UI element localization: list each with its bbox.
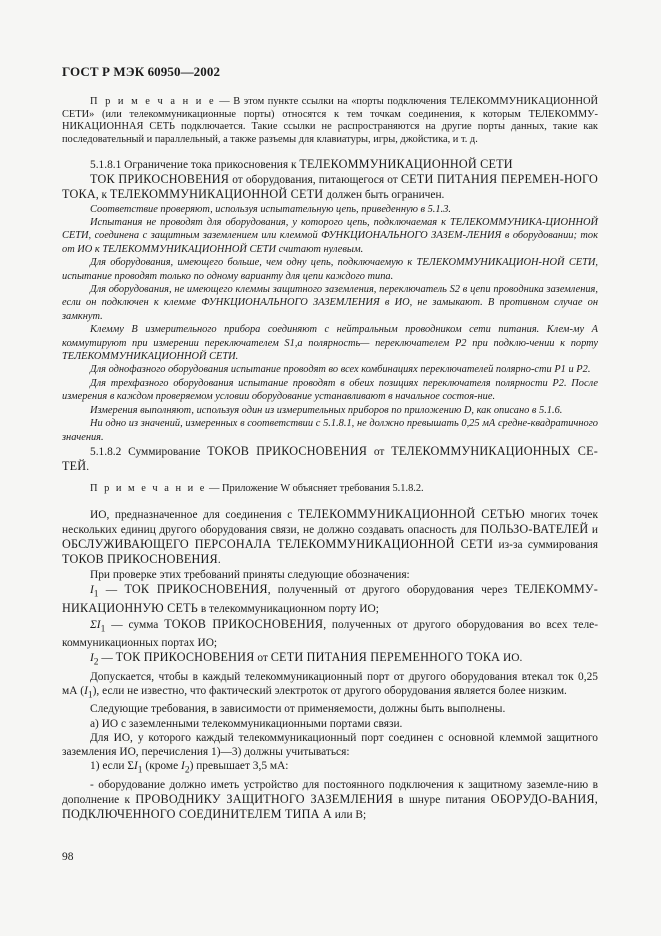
page-content — [62, 96, 598, 822]
list-item-1 — [62, 759, 598, 777]
term: ТОКОВ ПРИКОСНОВЕНИЯ — [62, 552, 218, 567]
symbol: I — [84, 684, 88, 697]
text: , полученный от другого оборудования через — [267, 583, 515, 596]
term: ОБОРУДО-ВАНИЯ, ПОДКЛЮЧЕННОГО СОЕДИНИТЕЛЕМ ТИПА А — [62, 791, 598, 822]
italic-paragraph: Для оборудования, имеющего больше, чем одну цепь, подключаемую к ТЕЛЕКОММУНИКАЦИОН-НОЙ СЕТИ, испытание проводят только по одному варианту для цепи каждого типа. — [62, 257, 598, 282]
term: ПРОВОДНИКУ ЗАЩИТНОГО ЗАЗЕМЛЕНИЯ — [135, 791, 393, 806]
note-label: П р и м е ч а н и е — [90, 483, 207, 495]
text: многих точек нескольких единиц другого оборудования связи, не должно создавать опасность для — [62, 508, 598, 537]
heading-text: 5.1.8.2 Суммирование — [90, 445, 208, 458]
heading-text: 5.1.8.1 Ограничение тока прикосновения к — [90, 159, 300, 171]
section-5-1-8-2-heading — [62, 444, 598, 474]
text: . — [217, 554, 221, 567]
definition-i1 — [62, 582, 598, 617]
subscript: 2 — [93, 657, 99, 668]
term: ТЕЛЕКОММУНИКАЦИОННОЙ СЕТИ — [109, 187, 324, 202]
text: 1) если Σ — [90, 760, 134, 773]
symbol: ΣI — [90, 618, 101, 631]
italic-paragraph: Испытания не проводят для оборудования, у которого цепь, подключаемая к ТЕЛЕКОММУНИКА-ЦИОННОЙ СЕТИ, соединена с защитным заземлением или клеммой ФУНКЦИОНАЛЬНОГО ЗАЗЕМ-ЛЕНИЯ в оборудовании; ток от ИО к ТЕЛЕКОММУНИКАЦИОННОЙ СЕТИ считают нулевым. — [62, 217, 598, 255]
symbol: I — [90, 652, 94, 665]
text: от оборудования, питающегося от — [229, 174, 401, 187]
italic-paragraph: Для оборудования, не имеющего клеммы защитного заземления, переключатель S2 в цепи проводника заземления, если он подключен к клемме ФУНКЦИОНАЛЬНОГО ЗАЗЕМЛЕНИЯ в ИО, не замыкают. В противном случае он замкнут. — [62, 284, 598, 322]
italic-paragraph: Клемму В измерительного прибора соединяют с нейтральным проводником сети питания. Клем-му А коммутируют при измерении переключателем S1,а полярность— переключателем Р2 при подклю-чении к порту ТЕЛЕКОММУНИКАЦИОННОЙ СЕТИ. — [62, 324, 598, 363]
text: или В; — [331, 809, 367, 822]
definition-sum-i1 — [62, 617, 598, 651]
page-number: 98 — [62, 851, 74, 863]
text: в телекоммуникационном порту ИО; — [197, 603, 379, 616]
term: ТОК ПРИКОСНОВЕНИЯ — [90, 172, 230, 187]
text: от — [254, 652, 271, 665]
subscript: 2 — [184, 765, 190, 776]
heading-text: . — [86, 461, 90, 474]
symbol: I — [181, 760, 185, 773]
text: — — [98, 583, 125, 596]
note-label: П р и м е ч а н и е — [90, 96, 216, 107]
body-paragraph — [62, 507, 598, 568]
term: ТЕЛЕКОММУ-НИКАЦИОННУЮ СЕТЬ — [62, 581, 599, 616]
term: ТЕЛЕКОММУНИКАЦИОННОЙ СЕТЬЮ — [297, 506, 525, 521]
text: и — [588, 524, 598, 537]
subscript: 1 — [87, 690, 93, 701]
text: ) превышает 3,5 мА: — [189, 760, 289, 773]
text: в шнуре питания — [392, 793, 491, 806]
symbol: I — [90, 583, 94, 596]
definition-i2 — [62, 650, 598, 669]
text: из-за суммирования — [493, 539, 598, 552]
term: СЕТИ ПИТАНИЯ ПЕРЕМЕННОГО ТОКА — [270, 650, 501, 665]
text: — сумма — [105, 618, 165, 631]
heading-text: от — [367, 445, 392, 458]
list-item-a: а) ИО с заземленными телекоммуникационными портами связи. — [90, 717, 403, 730]
text: — — [98, 652, 116, 665]
text: Допускается, чтобы в каждый телекоммуникационный порт от другого оборудования втекал ток 0,25 мА ( — [62, 670, 598, 697]
text: должен быть ограничен. — [323, 189, 445, 202]
text: (кроме — [142, 760, 182, 773]
italic-paragraph: Соответствие проверяют, используя испытательную цепь, приведенную в 5.1.3. — [90, 203, 451, 215]
body-paragraph: Для ИО, у которого каждый телекоммуникационный порт соединен с основной клеммой защитного заземления ИО, перечисления 1)—3) должны учитываться: — [62, 731, 598, 758]
italic-paragraph: Для однофазного оборудования испытание проводят во всех комбинациях переключателей полярно-сти Р1 и Р2. — [90, 364, 591, 376]
term: СЕТИ ПИТАНИЯ ПЕРЕМЕН-НОГО ТОКА — [62, 172, 598, 202]
note-text: — Приложение W объясняет требования 5.1.8.2. — [206, 483, 424, 495]
heading-caps: ТЕЛЕКОММУНИКАЦИОННОЙ СЕТИ — [299, 157, 513, 171]
text: ), если не известно, что фактический электроток от другого оборудования является более низким. — [92, 684, 567, 697]
italic-paragraph: Измерения выполняют, используя один из измерительных приборов по приложению D, как описано в 5.1.6. — [90, 404, 563, 416]
text: , полученных от другого оборудования во всех теле-коммуникационных портах ИО; — [62, 618, 598, 650]
section-5-1-8-1-heading — [62, 157, 598, 172]
note-text: — В этом пункте ссылки на «порты подключения ТЕЛЕКОММУНИКАЦИОННОЙ СЕТИ» (или телекоммуникационные порты) относятся к тем точкам соединения, к которым ТЕЛЕКОММУ-НИКАЦИОННАЯ СЕТЬ подключается. Такие ссылки не распространяются на другие порты данных, такие как последовательный и параллельный, а также разъемы для клавиатуры, игры, джойстика, и т. д. — [62, 96, 598, 145]
subscript: 1 — [137, 765, 143, 776]
text: , к — [95, 189, 110, 202]
term: ТОК ПРИКОСНОВЕНИЯ — [124, 581, 268, 596]
body-paragraph: Следующие требования, в зависимости от применяемости, должны быть выполнены. — [90, 703, 506, 716]
term: ОБСЛУЖИВАЮЩЕГО ПЕРСОНАЛА ТЕЛЕКОММУНИКАЦИОННОЙ СЕТИ — [62, 537, 494, 552]
italic-paragraph: Для трехфазного оборудования испытание проводят в обеих позициях переключателя полярности Р2. После измерения в каждом проверяемом условии оборудование устанавливают в начальное состоя-ние. — [62, 377, 598, 403]
body-paragraph — [62, 670, 598, 703]
heading-caps: ТОКОВ ПРИКОСНОВЕНИЯ — [207, 443, 368, 458]
term: ТОК ПРИКОСНОВЕНИЯ — [115, 650, 255, 665]
text: - оборудование должно иметь устройство для постоянного подключения к защитному заземле-нию в дополнение к — [62, 778, 598, 806]
term: ПОЛЬЗО-ВАТЕЛЕЙ — [480, 522, 589, 537]
subscript: 1 — [93, 589, 99, 600]
heading-caps: ТЕЛЕКОММУНИКАЦИОННЫХ СЕ-ТЕЙ — [62, 443, 598, 474]
document-header: ГОСТ Р МЭК 60950—2002 — [62, 64, 221, 79]
note-1 — [62, 96, 598, 146]
italic-paragraph: Ни одно из значений, измеренных в соответствии с 5.1.8.1, не должно превышать 0,25 мА средне-квадратичного значения. — [62, 418, 598, 443]
text: ИО, предназначенное для соединения с — [90, 508, 298, 521]
body-paragraph: При проверке этих требований приняты следующие обозначения: — [90, 568, 410, 581]
list-item-dash — [62, 778, 598, 823]
text: ИО. — [500, 652, 523, 665]
symbol: I — [134, 760, 138, 773]
paragraph-touch-current — [62, 172, 598, 202]
subscript: 1 — [100, 623, 106, 634]
note-2 — [62, 483, 598, 496]
term: ТОКОВ ПРИКОСНОВЕНИЯ — [164, 616, 324, 631]
